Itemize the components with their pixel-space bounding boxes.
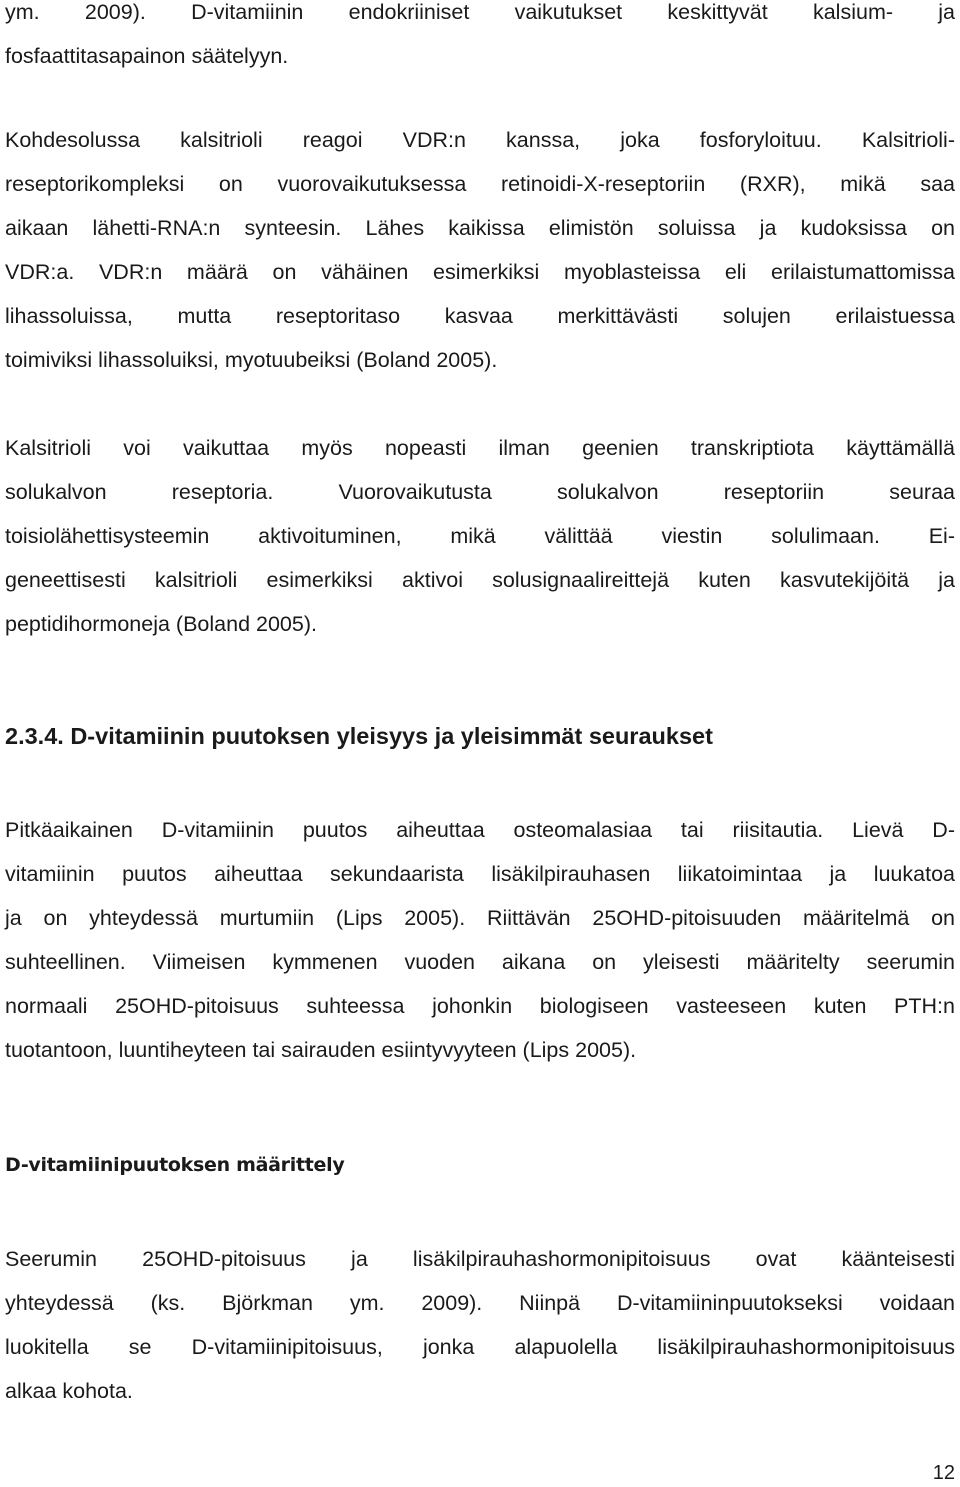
- section-heading: 2.3.4. D-vitamiinin puutoksen yleisyys ja yleisimmät seuraukset: [5, 723, 713, 749]
- text-line: aikaan lähetti-RNA:n synteesin. Lähes kaikissa elimistön soluissa ja kudoksissa on: [5, 216, 955, 240]
- subsection-heading: D-vitamiinipuutoksen määrittely: [5, 1154, 345, 1176]
- paragraph-deficiency: [5, 808, 955, 1072]
- text-line: alkaa kohota.: [5, 1379, 133, 1403]
- text-line: vitamiinin puutos aiheuttaa sekundaarista lisäkilpirauhasen liikatoimintaa ja luukatoa: [5, 862, 955, 886]
- text-line: Kohdesolussa kalsitrioli reagoi VDR:n kanssa, joka fosforyloituu. Kalsitrioli-: [5, 128, 955, 152]
- text-line: Kalsitrioli voi vaikuttaa myös nopeasti ilman geenien transkriptiota käyttämällä: [5, 436, 955, 460]
- text-line: toimiviksi lihassoluiksi, myotuubeiksi (Boland 2005).: [5, 348, 498, 372]
- paragraph-definition: [5, 1237, 955, 1413]
- page-number: 12: [932, 1462, 955, 1484]
- paragraph-vdr: [5, 118, 955, 382]
- text-line: luokitella se D-vitamiinipitoisuus, jonka alapuolella lisäkilpirauhashormonipitoisuus: [5, 1335, 955, 1359]
- text-line: Pitkäaikainen D-vitamiinin puutos aiheuttaa osteomalasiaa tai riisitautia. Lievä D-: [5, 818, 955, 842]
- text-line: lihassoluissa, mutta reseptoritaso kasvaa merkittävästi solujen erilaistuessa: [5, 304, 955, 328]
- text-line: peptidihormoneja (Boland 2005).: [5, 612, 317, 636]
- text-line: ja on yhteydessä murtumiin (Lips 2005). Riittävän 25OHD-pitoisuuden määritelmä on: [5, 906, 955, 930]
- text-line: geneettisesti kalsitrioli esimerkiksi aktivoi solusignaalireittejä kuten kasvutekijöitä ja: [5, 568, 955, 592]
- text-line: yhteydessä (ks. Björkman ym. 2009). Niinpä D-vitamiininpuutokseksi voidaan: [5, 1291, 955, 1315]
- text-line: reseptorikompleksi on vuorovaikutuksessa retinoidi-X-reseptoriin (RXR), mikä saa: [5, 172, 955, 196]
- text-line: solukalvon reseptoria. Vuorovaikutusta solukalvon reseptoriin seuraa: [5, 480, 955, 504]
- text-line: toisiolähettisysteemin aktivoituminen, mikä välittää viestin solulimaan. Ei-: [5, 524, 955, 548]
- text-line: suhteellinen. Viimeisen kymmenen vuoden aikana on yleisesti määritelty seerumin: [5, 950, 955, 974]
- text-line: normaali 25OHD-pitoisuus suhteessa johonkin biologiseen vasteeseen kuten PTH:n: [5, 994, 955, 1018]
- paragraph-continuation: [5, 0, 955, 78]
- paragraph-nongenomic: [5, 426, 955, 646]
- text-line: tuotantoon, luuntiheyteen tai sairauden esiintyvyyteen (Lips 2005).: [5, 1038, 637, 1062]
- text-line: VDR:a. VDR:n määrä on vähäinen esimerkiksi myoblasteissa eli erilaistumattomissa: [5, 260, 955, 284]
- text-line: fosfaattitasapainon säätelyyn.: [5, 44, 289, 68]
- text-line: ym. 2009). D-vitamiinin endokriiniset vaikutukset keskittyvät kalsium- ja: [5, 0, 955, 24]
- text-line: Seerumin 25OHD-pitoisuus ja lisäkilpirauhashormonipitoisuus ovat käänteisesti: [5, 1247, 955, 1271]
